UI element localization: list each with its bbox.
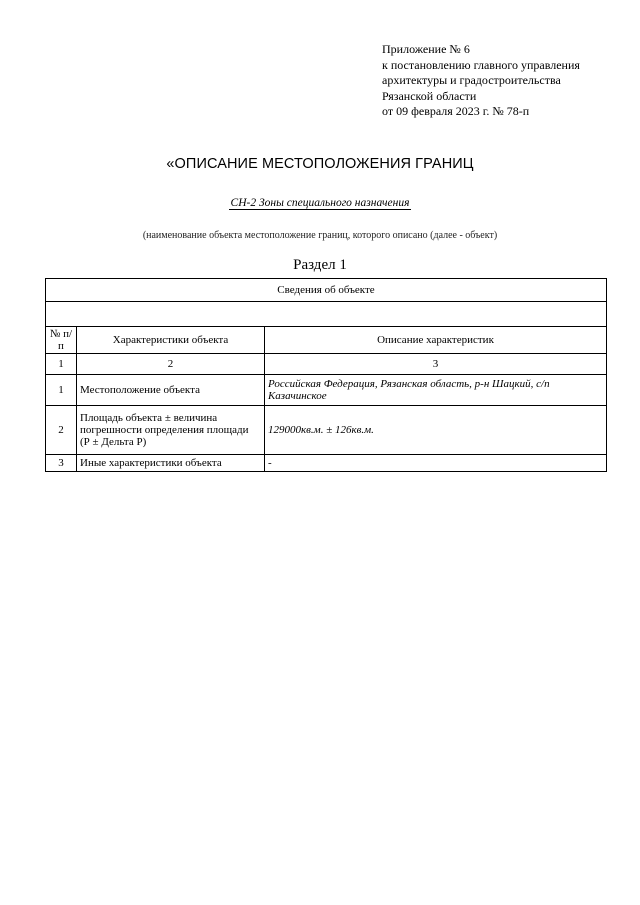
header-cell-characteristic: Характеристики объекта [77,327,265,354]
appendix-line: от 09 февраля 2023 г. № 78-п [382,104,530,118]
table-header-row [46,327,607,354]
table-row [46,455,607,472]
table-caption-row [46,279,607,302]
index-cell: 2 [77,354,265,375]
document-title: «ОПИСАНИЕ МЕСТОПОЛОЖЕНИЯ ГРАНИЦ [166,156,474,172]
row-characteristic: Иные характеристики объекта [77,455,265,472]
appendix-line: Рязанской области [382,88,477,103]
header-cell-num: № п/п [46,327,77,354]
object-name-text: СН-2 Зоны специального назначения [230,197,410,209]
object-info-table [45,278,607,472]
row-num: 3 [46,455,77,472]
row-description: Российская Федерация, Рязанская область, р-н Шацкий, с/п Казачинское [265,375,607,406]
object-name [0,197,640,209]
appendix-line: архитектуры и градостроительства [382,73,561,87]
object-caption: (наименование объекта местоположение границ, которого описано (далее - объект) [142,230,498,241]
header-cell-description: Описание характеристик [265,327,607,354]
row-characteristic: Площадь объекта ± величина погрешности определения площади (Р ± Дельта Р) [77,406,265,455]
blank-cell [46,302,607,327]
table-caption: Сведения об объекте [46,279,607,302]
row-num: 1 [46,375,77,406]
appendix-line: Приложение № 6 [382,42,470,56]
table-row [46,406,607,455]
row-characteristic: Местоположение объекта [77,375,265,406]
appendix-line: к постановлению главного управления [382,57,580,72]
appendix-header [382,42,580,120]
row-description: - [265,455,607,472]
table-index-row [46,354,607,375]
section-title: Раздел 1 [293,257,347,273]
index-cell: 1 [46,354,77,375]
table-blank-row [46,302,607,327]
row-num: 2 [46,406,77,455]
row-description: 129000кв.м. ± 126кв.м. [265,406,607,455]
table-row [46,375,607,406]
index-cell: 3 [265,354,607,375]
